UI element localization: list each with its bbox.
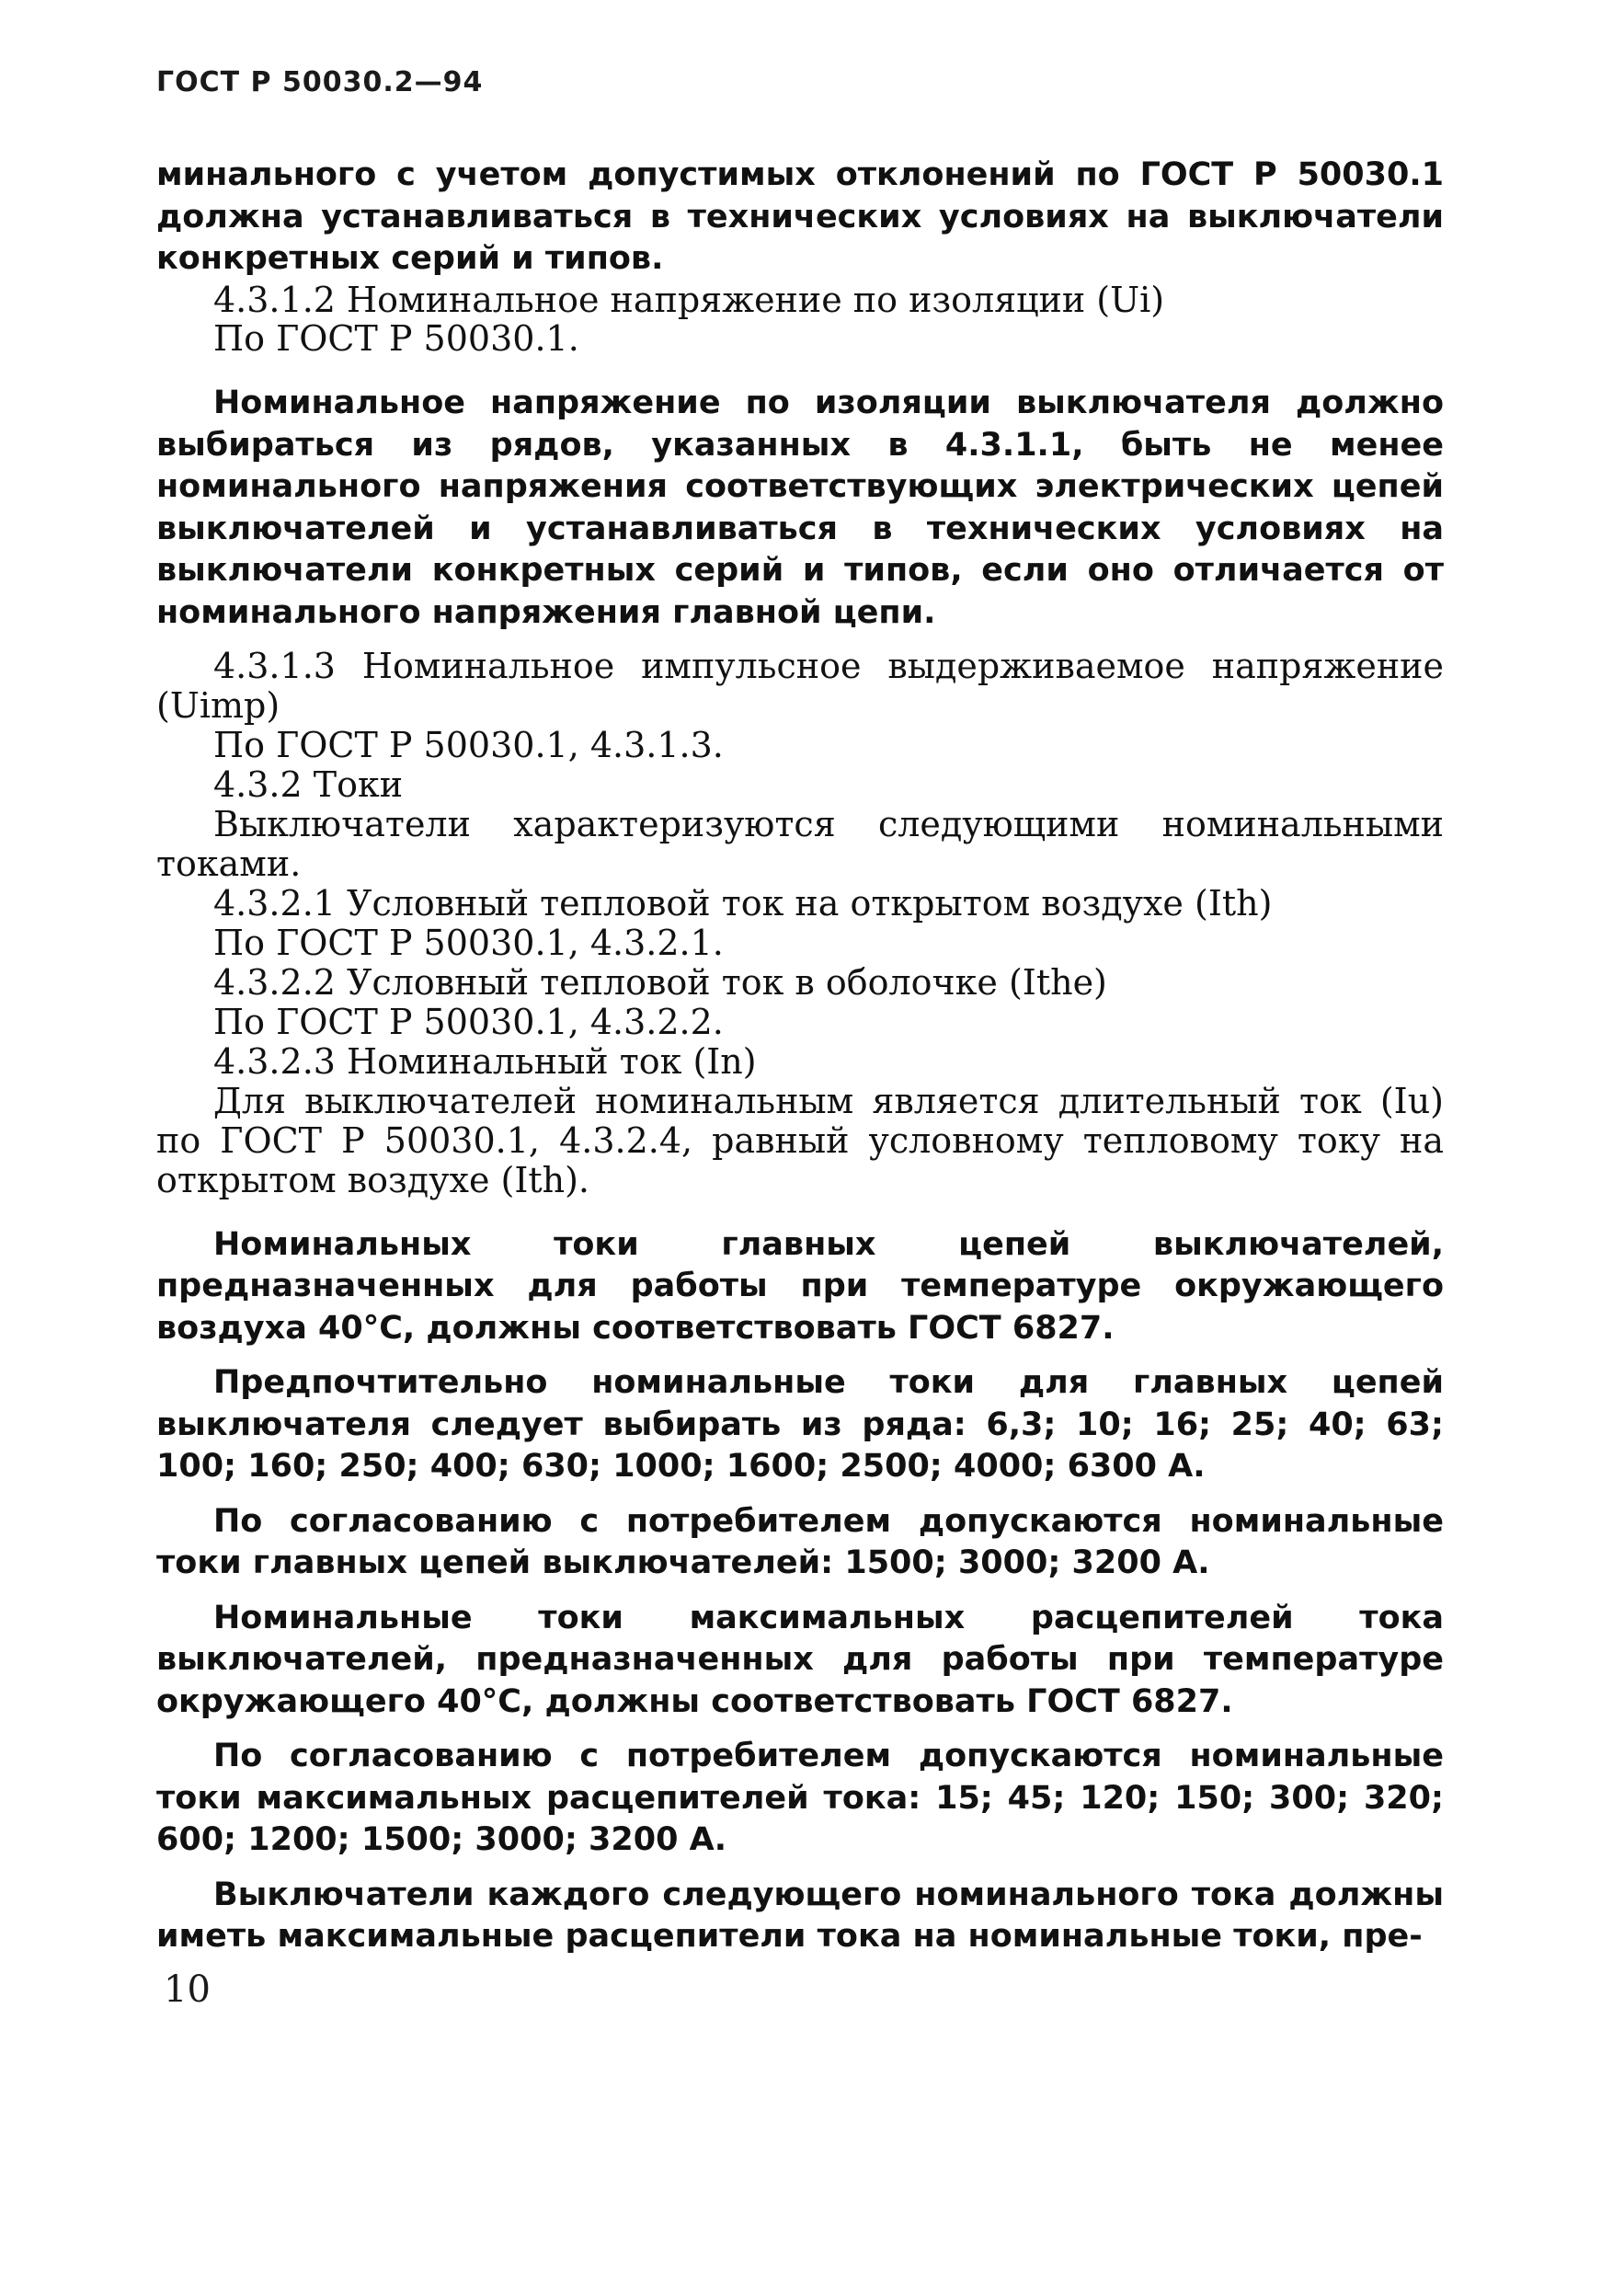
page-header: ГОСТ Р 50030.2—94	[156, 66, 484, 98]
clause-4-3-2-2-reference: По ГОСТ Р 50030.1, 4.3.2.2.	[213, 1001, 724, 1042]
clause-4-3-2-2-heading: 4.3.2.2 Условный тепловой ток в оболочке (Ithe)	[213, 961, 1107, 1003]
agreed-release-currents-paragraph: По согласованию с потребителем допускаются номинальные токи максимальных расцепителей тока: 15; 45; 120; 150; 300; 320; 600; 1200; 1500; 3000; 3200 А.	[156, 1738, 1444, 1858]
following-current-paragraph: Выключатели каждого следующего номинального тока должны иметь максимальные расцепители тока на номинальные токи, пре-	[156, 1876, 1444, 1955]
clause-4-3-1-2-heading: 4.3.1.2 Номинальное напряжение по изоляции (Ui)	[213, 279, 1165, 320]
release-currents-paragraph: Номинальные токи максимальных расцепителей тока выключателей, предназначенных для работы при температуре окружающего 40°С, должны соответствовать ГОСТ 6827.	[156, 1599, 1444, 1720]
clause-4-3-2-1-reference: По ГОСТ Р 50030.1, 4.3.2.1.	[213, 922, 724, 963]
body-text	[156, 155, 1444, 1958]
agreed-currents-paragraph: По согласованию с потребителем допускаются номинальные токи главных цепей выключателей: 1500; 3000; 3200 А.	[156, 1502, 1444, 1581]
clause-4-3-2-3-heading: 4.3.2.3 Номинальный ток (In)	[213, 1040, 757, 1082]
clause-4-3-1-2-reference: По ГОСТ Р 50030.1.	[213, 318, 579, 360]
clause-4-3-2-heading: 4.3.2 Токи	[213, 764, 404, 806]
clause-4-3-2-1-heading: 4.3.2.1 Условный тепловой ток на открытом воздухе (Ith)	[213, 883, 1273, 924]
page-number: 10	[164, 1968, 211, 2011]
insulation-voltage-paragraph: Номинальное напряжение по изоляции выключателя должно выбираться из рядов, указанных в 4.3.1.1, быть не менее номинального напряжения соответствующих электрических цепей выключателей и устанавливаться в технических условиях на выключатели конкретных серий и типов, если оно отличается от номинального напряжения главной цепи.	[156, 384, 1444, 631]
main-circuit-currents-paragraph: Номинальных токи главных цепей выключателей, предназначенных для работы при температуре окружающего воздуха 40°С, должны соответствовать ГОСТ 6827.	[156, 1225, 1444, 1347]
clause-4-3-1-3-heading: 4.3.1.3 Номинальное импульсное выдерживаемое напряжение (Uimp)	[156, 646, 1444, 727]
clause-4-3-2-3-text: Для выключателей номинальным является длительный ток (Iu) по ГОСТ Р 50030.1, 4.3.2.4, равный условному тепловому току на открытом воздухе (Ith).	[156, 1080, 1444, 1200]
clause-4-3-1-3-reference: По ГОСТ Р 50030.1, 4.3.1.3.	[213, 725, 724, 766]
preferred-currents-paragraph: Предпочтительно номинальные токи для главных цепей выключателя следует выбирать из ряда: 6,3; 10; 16; 25; 40; 63; 100; 160; 250; 400; 630; 1000; 1600; 2500; 4000; 6300 А.	[156, 1364, 1444, 1485]
clause-4-3-2-text: Выключатели характеризуются следующими номинальными токами.	[156, 804, 1444, 885]
paragraph-continuation: минального с учетом допустимых отклонений по ГОСТ Р 50030.1 должна устанавливаться в технических условиях на выключатели конкретных серий и типов.	[156, 156, 1444, 277]
